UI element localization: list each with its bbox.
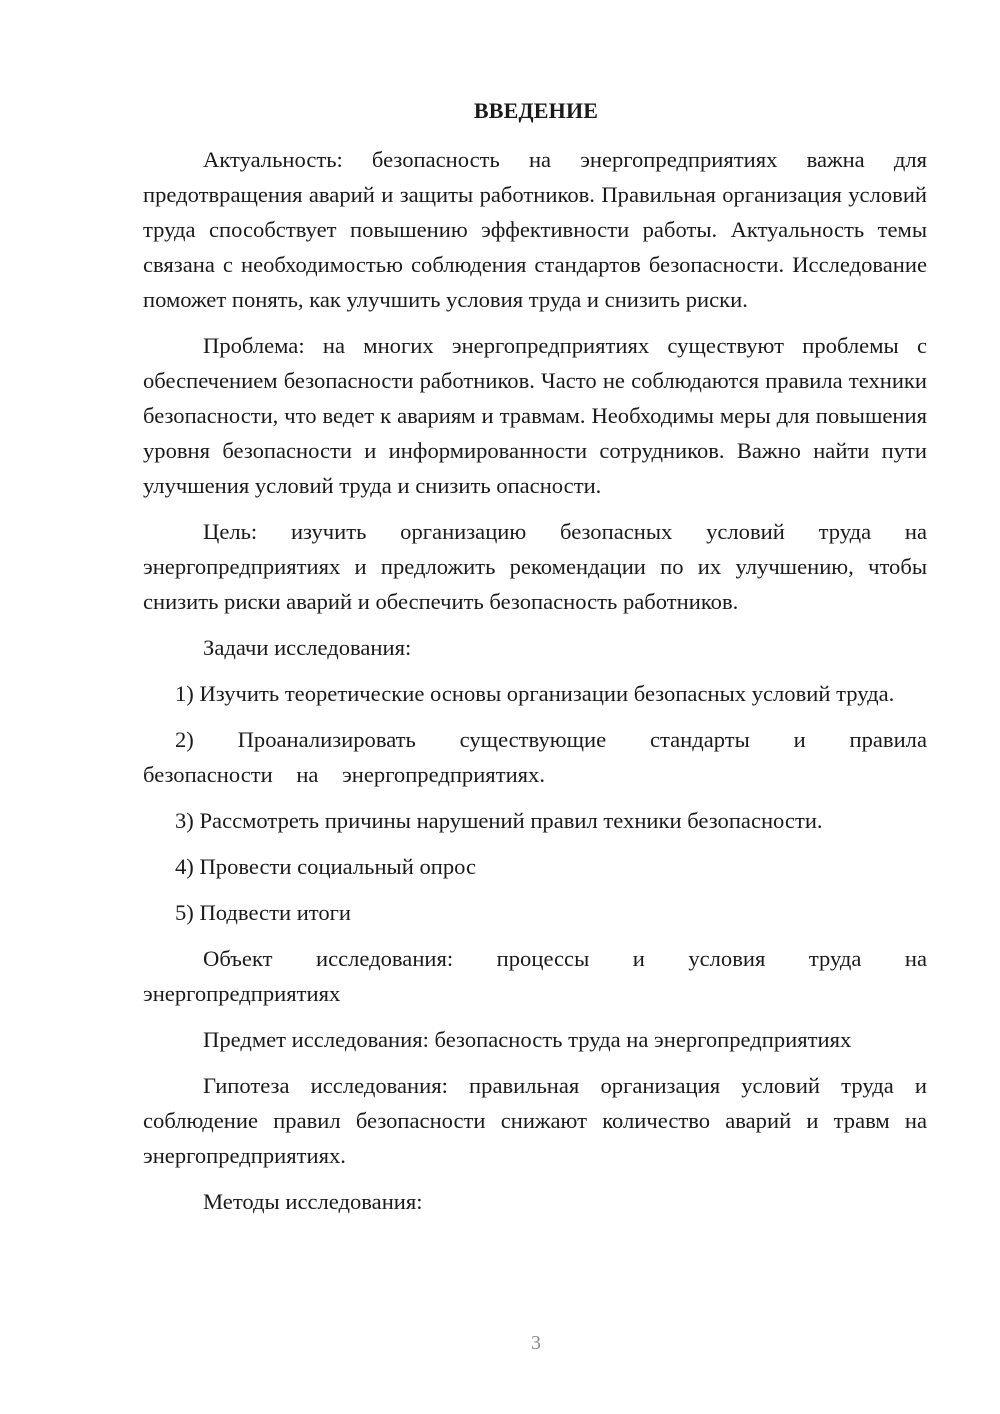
- paragraph-hypothesis: Гипотеза исследования: правильная организация условий труда и соблюдение правил безопасности снижают количество аварий и травм на энергопредприятиях.: [143, 1073, 927, 1168]
- document-body: [143, 142, 927, 1230]
- task-item-5: 5) Подвести итоги: [175, 900, 352, 925]
- paragraph-object: Объект исследования: процессы и условия труда на энергопредприятиях: [143, 946, 927, 1006]
- section-title: ВВЕДЕНИЕ: [473, 98, 599, 123]
- task-item-4: 4) Провести социальный опрос: [175, 854, 477, 879]
- tasks-heading: Задачи исследования:: [203, 635, 412, 660]
- paragraph-goal: Цель: изучить организацию безопасных условий труда на энергопредприятиях и предложить рекомендации по их улучшению, чтобы снизить риски аварий и обеспечить безопасность работников.: [143, 519, 927, 614]
- task-item-3: 3) Рассмотреть причины нарушений правил техники безопасности.: [175, 808, 823, 833]
- task-item-1: 1) Изучить теоретические основы организации безопасных условий труда.: [175, 681, 895, 706]
- methods-heading: Методы исследования:: [203, 1189, 423, 1214]
- paragraph-relevance: Актуальность: безопасность на энергопредприятиях важна для предотвращения аварий и защиты работников. Правильная организация условий труда способствует повышению эффективности работы. Актуальность темы связана с необходимостью соблюдения стандартов безопасности. Исследование поможет понять, как улучшить условия труда и снизить риски.: [143, 147, 927, 312]
- paragraph-problem: Проблема: на многих энергопредприятиях существуют проблемы с обеспечением безопасности работников. Часто не соблюдаются правила техники безопасности, что ведет к авариям и травмам. Необходимы меры для повышения уровня безопасности и информированности сотрудников. Важно найти пути улучшения условий труда и снизить опасности.: [143, 333, 927, 498]
- page-number: 3: [531, 1332, 541, 1354]
- paragraph-subject: Предмет исследования: безопасность труда на энергопредприятиях: [203, 1027, 852, 1052]
- task-item-2: 2) Проанализировать существующие стандарты и правила безопасности на энергопредприятиях.: [143, 727, 927, 787]
